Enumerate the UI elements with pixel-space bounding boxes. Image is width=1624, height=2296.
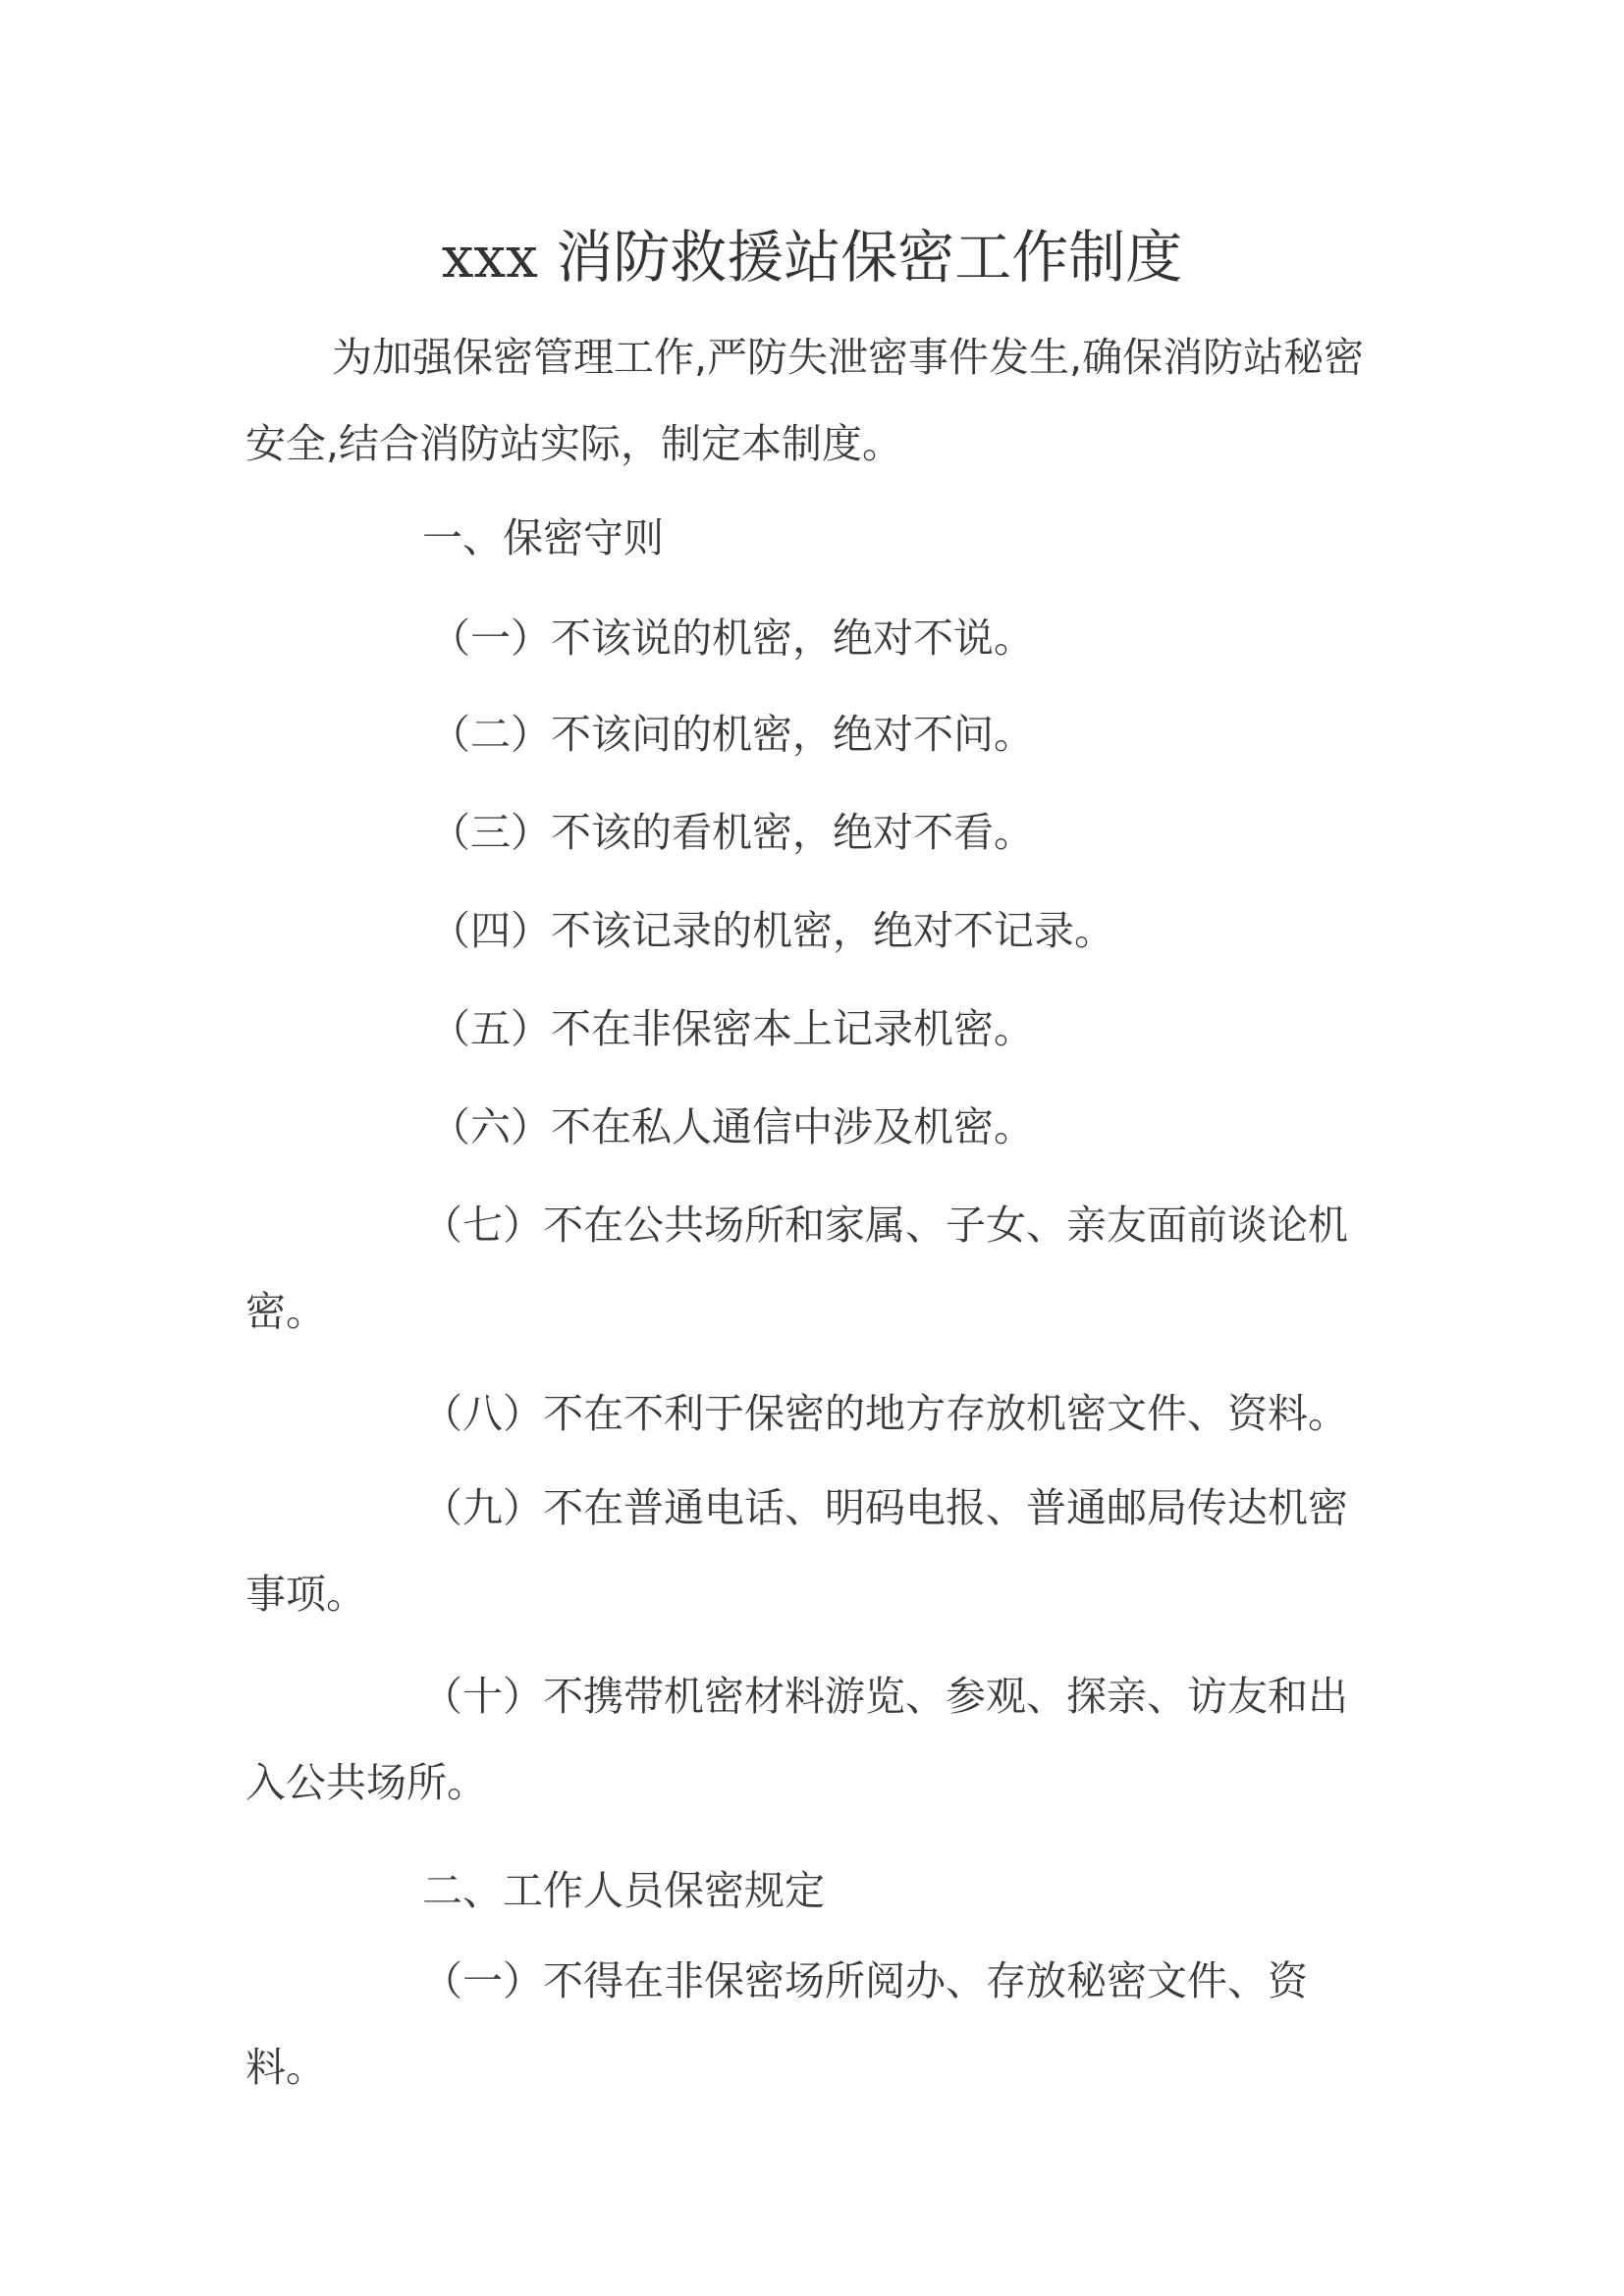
list-item: （四）不该记录的机密，绝对不记录。 [430, 907, 1114, 954]
list-item: （一）不得在非保密场所阅办、存放秘密文件、资料。 [245, 1957, 1308, 2091]
intro-paragraph: 为加强保密管理工作,严防失泄密事件发生,确保消防站秘密安全,结合消防站实际，制定本制度。 [245, 334, 1365, 467]
section-heading-1: 一、保密守则 [422, 514, 664, 561]
list-item: （三）不该的看机密，绝对不看。 [430, 809, 1034, 856]
list-item: （一）不该说的机密，绝对不说。 [430, 614, 1034, 662]
section-heading-2: 二、工作人员保密规定 [422, 1867, 825, 1914]
list-item: （六）不在私人通信中涉及机密。 [430, 1103, 1034, 1150]
list-item: （七）不在公共场所和家属、子女、亲友面前谈论机密。 [245, 1201, 1348, 1335]
list-item: （五）不在非保密本上记录机密。 [430, 1005, 1034, 1052]
list-item: （八）不在不利于保密的地方存放机密文件、资料。 [422, 1390, 1348, 1437]
list-item: （二）不该问的机密，绝对不问。 [430, 711, 1034, 758]
document-title: xxx 消防救援站保密工作制度 [441, 224, 1183, 291]
list-item: （九）不在普通电话、明码电报、普通邮局传达机密事项。 [245, 1484, 1348, 1618]
list-item: （十）不携带机密材料游览、参观、探亲、访友和出入公共场所。 [245, 1673, 1348, 1806]
